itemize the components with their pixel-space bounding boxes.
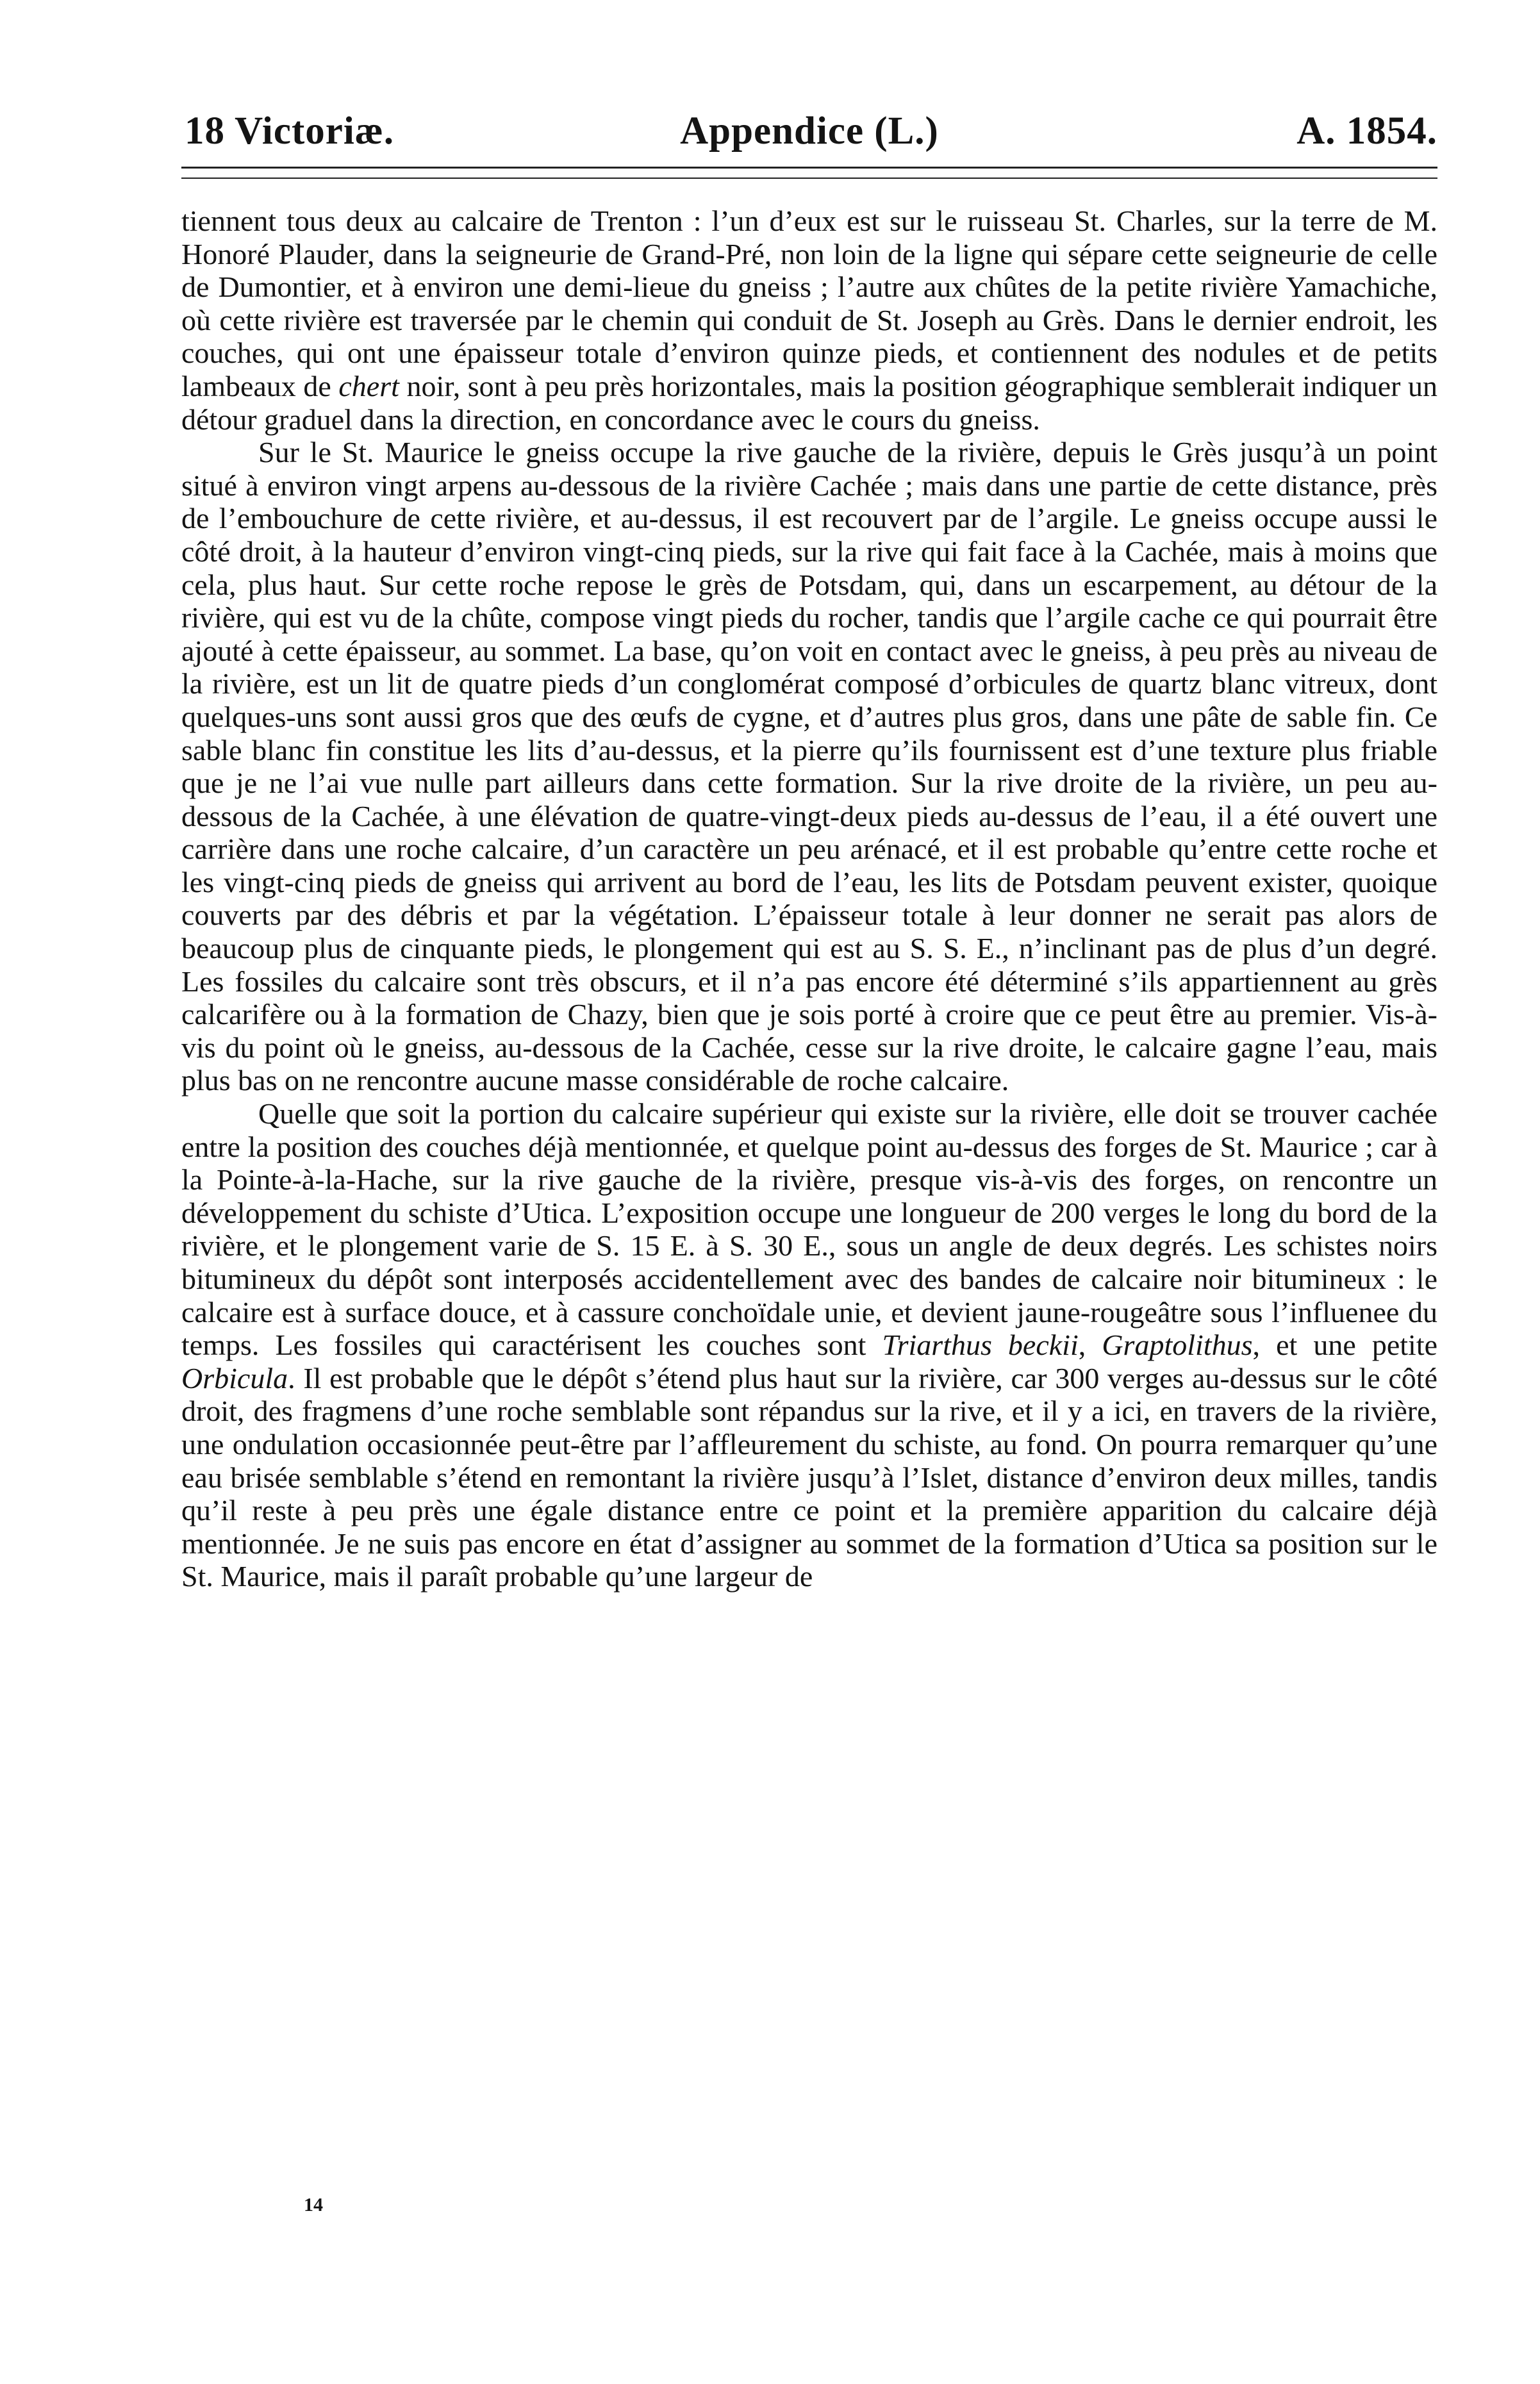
paragraph-3-italic-fossil-2: Graptolithus bbox=[1102, 1329, 1253, 1362]
paragraph-3-italic-fossil-3: Orbicula bbox=[181, 1361, 288, 1395]
paragraph-2: Sur le St. Maurice le gneiss occupe la rive gauche de la rivière, depuis le Grès jusqu’à un point situé à environ vingt arpens au-dessous de la rivière Cachée ; mais dans une partie de cette distance, près de l’embouchure de cette rivière, et au-dessus, il est recouvert par de l’argile. Le gneiss occupe aussi le côté droit, à la hauteur d’environ vingt-cinq pieds, sur la rive qui fait face à la Cachée, mais à moins que cela, plus haut. Sur cette roche repose le grès de Potsdam, qui, dans un escarpement, au détour de la rivière, qui est vu de la chûte, compose vingt pieds du rocher, tandis que l’argile cache ce qui pourrait être ajouté à cette épaisseur, au sommet. La base, qu’on voit en contact avec le gneiss, à peu près au niveau de la rivière, est un lit de quatre pieds d’un conglomérat composé d’orbicules de quartz blanc vitreux, dont quelques-uns sont aussi gros que des œufs de cygne, et d’autres plus gros, dans une pâte de sable fin. Ce sable blanc fin constitue les lits d’au-dessus, et la pierre qu’ils fournissent est d’une texture plus friable que je ne l’ai vue nulle part ailleurs dans cette formation. Sur la rive droite de la rivière, un peu au-dessous de la Cachée, à une élévation de quatre-vingt-deux pieds au-dessus de l’eau, il a été ouvert une carrière dans une roche calcaire, d’un caractère un peu arénacé, et il est probable qu’entre cette roche et les vingt-cinq pieds de gneiss qui arrivent au bord de l’eau, les lits de Potsdam peuvent exister, quoique couverts par des débris et par la végétation. L’épaisseur totale à leur donner ne serait pas alors de beaucoup plus de cinquante pieds, le plongement qui est au S. S. E., n’inclinant pas de plus d’un degré. Les fossiles du calcaire sont très obscurs, et il n’a pas encore été déterminé s’ils appartiennent au grès calcarifère ou à la formation de Chazy, bien que je sois porté à croire que ce peut être au premier. Vis-à-vis du point où le gneiss, au-dessous de la Cachée, cesse sur la rive droite, le calcaire gagne l’eau, mais plus bas on ne rencontre aucune masse considérable de roche calcaire. bbox=[181, 436, 1437, 1097]
header-year: A. 1854. bbox=[1296, 110, 1437, 153]
paragraph-3-italic-fossil-1: Triarthus beckii bbox=[882, 1329, 1079, 1362]
paragraph-3-text-a: Quelle que soit la portion du calcaire supérieur qui existe sur la rivière, elle doit se trouver cachée entre la position des couches déjà mentionnée, et quelque point au-dessus des forges de St. Maurice ; car à la Pointe-à-la-Hache, sur la rive gauche de la rivière, presque vis-à-vis des forges, on rencontre un développement du schiste d’Utica. L’exposition occupe une longueur de 200 verges le long du bord de la rivière, et le plongement varie de S. 15 E. à S. 30 E., sous un angle de deux degrés. Les schistes noirs bitumineux du dépôt sont interposés accidentellement avec des bandes de calcaire noir bitumineux : le calcaire est à surface douce, et à cassure conchoïdale unie, et devient jaune-rougeâtre sous l’influenee du temps. Les fossiles qui caractérisent les couches sont bbox=[181, 1097, 1437, 1362]
paragraph-3-text-b: , bbox=[1078, 1329, 1102, 1362]
paragraph-1-text-a: tiennent tous deux au calcaire de Trenton : l’un d’eux est sur le ruisseau St. Charles, sur la terre de M. Honoré Plauder, dans la seigneurie de Grand-Pré, non loin de la ligne qui sépare cette seigneurie de celle de Dumontier, et à environ une demi-lieue du gneiss ; l’autre aux chûtes de la petite rivière Yamachiche, où cette rivière est traversée par le chemin qui conduit de St. Joseph au Grès. Dans le dernier endroit, les couches, qui ont une épaisseur totale d’environ quinze pieds, et contiennent des nodules et de petits lambeaux de bbox=[181, 204, 1437, 402]
paragraph-3 bbox=[181, 1097, 1437, 1593]
paragraph-3-text-d: . Il est probable que le dépôt s’étend plus haut sur la rivière, car 300 verges au-dessus sur le côté droit, des fragmens d’une roche semblable sont répandus sur la rive, et il y a ici, en travers de la rivière, une ondulation occasionnée peut-être par l’affleurement du schiste, au fond. On pourra remarquer qu’une eau brisée semblable s’étend en remontant la rivière jusqu’à l’Islet, distance d’environ deux milles, tandis qu’il reste à peu près une égale distance entre ce point et la première apparition du calcaire déjà mentionnée. Je ne suis pas encore en état d’assigner au sommet de la formation d’Utica sa position sur le St. Maurice, mais il paraît probable qu’une largeur de bbox=[181, 1361, 1437, 1593]
paragraph-3-text-c: , et une petite bbox=[1252, 1329, 1438, 1362]
page-number: 14 bbox=[304, 2194, 323, 2215]
header-double-rule bbox=[181, 167, 1437, 179]
paragraph-1-text-b: noir, sont à peu près horizontales, mais la position géographique semblerait indiquer un détour graduel dans la direction, en concordance avec le cours du gneiss. bbox=[181, 369, 1437, 436]
body-text bbox=[181, 204, 1437, 1593]
paragraph-1-italic-term: chert bbox=[338, 369, 399, 402]
document-page bbox=[181, 96, 1437, 1593]
paragraph-1 bbox=[181, 204, 1437, 436]
header-regnal-year: 18 Victoriæ. bbox=[185, 110, 395, 153]
running-head bbox=[181, 96, 1437, 167]
header-appendix-title: Appendice (L.) bbox=[680, 110, 939, 153]
